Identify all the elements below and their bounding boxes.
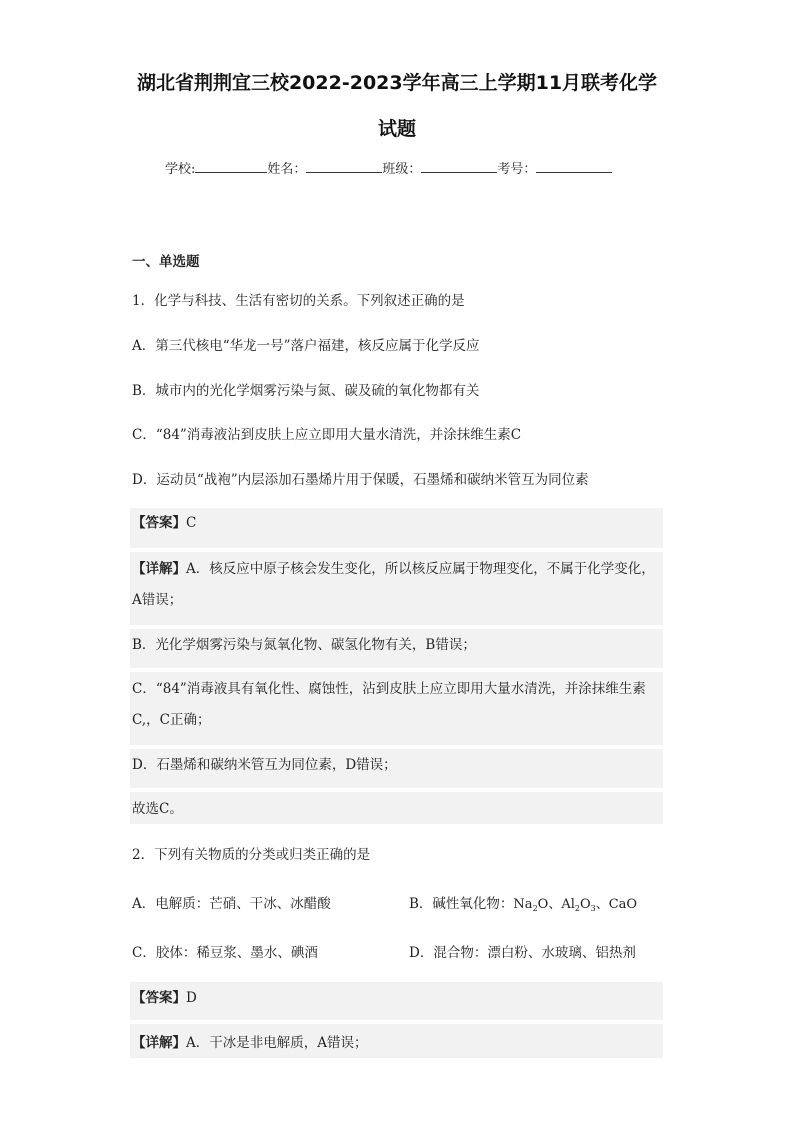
q1-detail-a-line2: A错误； [132, 592, 183, 608]
q1-answer-panel [130, 508, 663, 824]
q1-option-a: A．第三代核电“华龙一号”落户福建，核反应属于化学反应 [132, 338, 480, 354]
school-label: 学校: [165, 162, 196, 177]
q2-stem: 2．下列有关物质的分类或归类正确的是 [132, 847, 371, 863]
q1-option-c: C．“84”消毒液沾到皮肤上应立即用大量水清洗，并涂抹维生素C [132, 427, 522, 443]
q1-detail-label: 【详解】 [132, 561, 186, 577]
document-title-line2: 试题 [377, 118, 416, 140]
q2-option-d: D．混合物：漂白粉、水玻璃、铝热剂 [409, 945, 636, 961]
q2-answer-label: 【答案】 [132, 990, 186, 1006]
q1-detail-a-text: A．核反应中原子核会发生变化，所以核反应属于物理变化，不属于化学变化， [186, 561, 655, 577]
q1-detail-c-line1: C．“84”消毒液具有氧化性、腐蚀性，沾到皮肤上应立即用大量水清洗，并涂抹维生素 [132, 681, 646, 697]
class-blank[interactable] [421, 158, 497, 173]
q1-detail-c-line2: C,，C正确； [132, 712, 211, 728]
q2-option-b-prefix: B．碱性氧化物： [409, 896, 514, 912]
q1-option-d: D．运动员“战袍”内层添加石墨烯片用于保暖，石墨烯和碳纳米管互为同位素 [132, 472, 589, 488]
q2-answer [132, 989, 197, 1007]
q2-option-c: C．胶体：稀豆浆、墨水、碘酒 [132, 945, 318, 961]
q2-option-b-formulas: $Na_2O$、$Al_2O_3$、CaO [513, 897, 638, 913]
q2-detail-a-text: A．干冰是非电解质，A错误； [186, 1035, 368, 1051]
q2-option-b [409, 895, 637, 918]
q1-detail-d: D．石墨烯和碳纳米管互为同位素，D错误； [132, 757, 397, 773]
q1-conclusion: 故选C。 [132, 801, 183, 817]
q2-answer-value: D [186, 990, 197, 1006]
q2-detail-label: 【详解】 [132, 1035, 186, 1051]
class-label: 班级： [382, 162, 422, 177]
name-blank[interactable] [306, 158, 382, 173]
q2-option-a: A．电解质：芒硝、干冰、冰醋酸 [132, 896, 331, 912]
q1-detail-a-line1 [132, 560, 655, 578]
school-blank[interactable] [195, 158, 267, 173]
q1-option-b: B．城市内的光化学烟雾污染与氮、碳及硫的氧化物都有关 [132, 383, 480, 399]
q1-answer-label: 【答案】 [132, 515, 186, 531]
number-blank[interactable] [536, 158, 612, 173]
student-info-row [165, 158, 612, 177]
q1-detail-b: B．光化学烟雾污染与氮氧化物、碳氢化物有关，B错误； [132, 637, 476, 653]
q1-answer-value: C [186, 515, 197, 531]
section-heading: 一、单选题 [132, 254, 200, 270]
document-title-line1: 湖北省荆荆宜三校2022-2023学年高三上学期11月联考化学 [136, 72, 658, 94]
q2-detail-a [132, 1034, 368, 1052]
q1-answer [132, 514, 196, 532]
number-label: 考号： [497, 162, 537, 177]
name-label: 姓名： [267, 162, 307, 177]
q1-stem: 1．化学与科技、生活有密切的关系。下列叙述正确的是 [132, 293, 465, 309]
